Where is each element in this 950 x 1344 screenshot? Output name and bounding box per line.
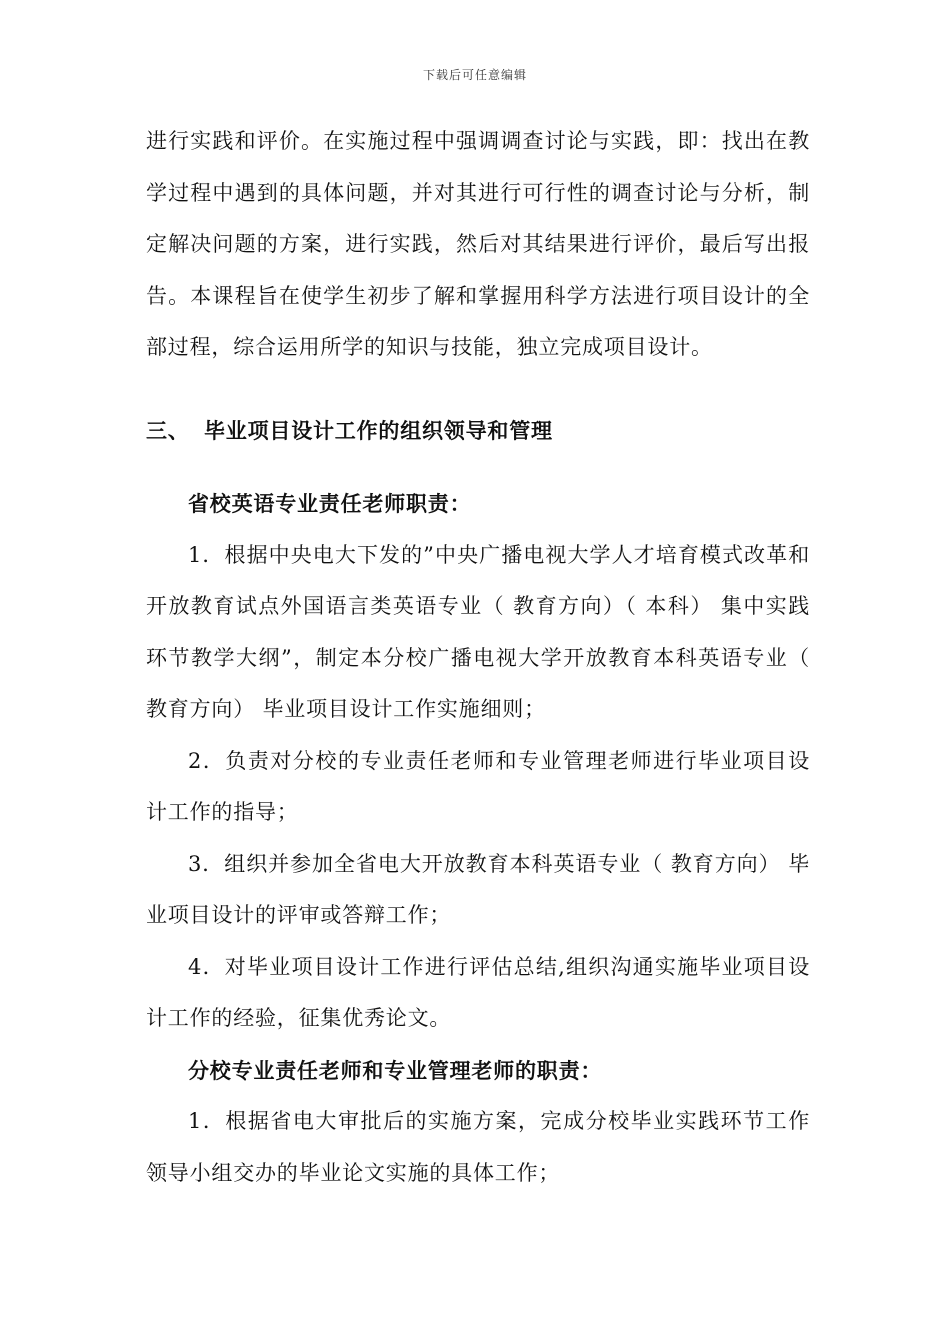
document-body [146,116,810,1199]
section-number: 三、 [146,417,190,443]
provincial-duty-item: 3．组织并参加全省电大开放教育本科英语专业（ 教育方向） 毕业项目设计的评审或答辩工作； [146,851,810,927]
intro-paragraph: 进行实践和评价。在实施过程中强调调查讨论与实践，即：找出在教学过程中遇到的具体问题，并对其进行可行性的调查讨论与分析，制定解决问题的方案，进行实践，然后对其结果进行评价，最后写出报告。本课程旨在使学生初步了解和掌握用科学方法进行项目设计的全部过程，综合运用所学的知识与技能，独立完成项目设计。 [146,129,810,359]
provincial-duty-item: 1．根据中央电大下发的”中央广播电视大学人才培育模式改革和开放教育试点外国语言类英语专业（ 教育方向）（ 本科） 集中实践环节教学大纲”，制定本分校广播电视大学开放教育本科英语专业（ 教育方向） 毕业项目设计工作实施细则； [146,542,810,721]
section-title: 毕业项目设计工作的组织领导和管理 [204,417,553,443]
branch-duties-heading: 分校专业责任老师和专业管理老师的职责： [188,1057,603,1083]
page-header: 下载后可任意编辑 [422,68,527,82]
provincial-duty-item: 4．对毕业项目设计工作进行评估总结,组织沟通实施毕业项目设计工作的经验，征集优秀论文。 [146,954,810,1030]
branch-duty-item: 1．根据省电大审批后的实施方案，完成分校毕业实践环节工作领导小组交办的毕业论文实施的具体工作； [146,1109,810,1185]
provincial-duty-item: 2．负责对分校的专业责任老师和专业管理老师进行毕业项目设计工作的指导； [146,748,810,824]
provincial-duties-heading: 省校英语专业责任老师职责： [188,491,472,516]
section-heading [146,405,810,457]
